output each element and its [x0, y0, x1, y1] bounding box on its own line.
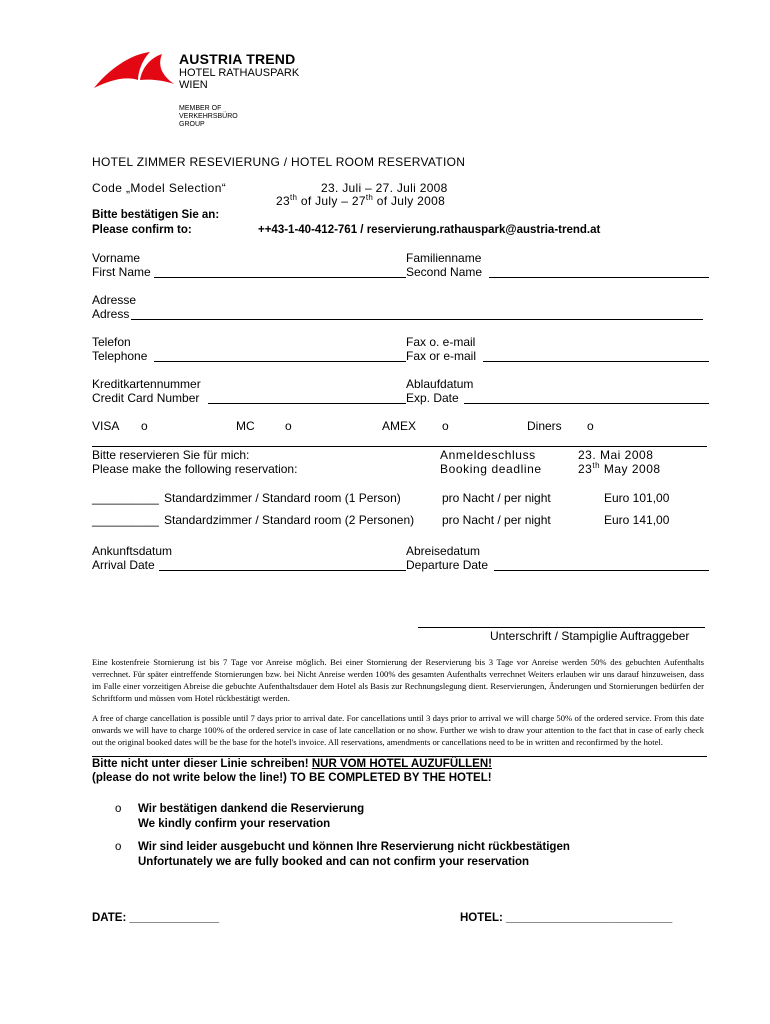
signature-label: Unterschrift / Stampiglie Auftraggeber — [490, 629, 690, 643]
room2-quantity-field[interactable]: __________ — [92, 513, 159, 527]
section-divider — [92, 446, 707, 447]
familienname-label: Familienname — [406, 251, 482, 265]
adresse-label: Adresse — [92, 293, 137, 307]
event-dates-de: 23. Juli – 27. Juli 2008 — [321, 181, 448, 195]
confirm-option-radio[interactable]: o — [115, 803, 122, 815]
deadline-date-en: 23th May 2008 — [578, 461, 661, 476]
arrival-label-en: Arrival Date — [92, 558, 155, 572]
decline-option-radio[interactable]: o — [115, 841, 122, 853]
cancellation-policy-en: A free of charge cancellation is possible until 7 days prior to arrival date. For cancellations until 3 days prior to arrival we will charge 50% of the ordered service. From this date onwards we will have to charge 100% of the ordered service in case of late cancellation or no show. Further we wish to draw your attention to the fact that in case of early check out the original booked dates will be the base for the hotel's invoice. All reservations, amendments or cancellations need to be in written and reconfirmed by the hotel. — [92, 713, 704, 747]
vorname-label: Vorname — [92, 251, 141, 265]
room2-per-night: pro Nacht / per night — [442, 513, 551, 527]
fax-email-field[interactable] — [483, 361, 709, 362]
room1-label: Standardzimmer / Standard room (1 Person) — [164, 491, 401, 505]
austria-trend-logo — [92, 50, 332, 130]
exp-date-label-en: Exp. Date — [406, 391, 459, 405]
room1-price: Euro 101,00 — [604, 491, 670, 505]
card-mc-label: MC — [236, 419, 255, 433]
departure-date-field[interactable] — [494, 570, 709, 571]
deadline-label-de: Anmeldeschluss — [440, 448, 536, 462]
card-visa-radio[interactable]: o — [141, 419, 148, 433]
reservation-label-en: Please make the following reservation: — [92, 462, 298, 476]
card-amex-label: AMEX — [382, 419, 417, 433]
confirm-option-en: We kindly confirm your reservation — [138, 818, 331, 830]
room1-per-night: pro Nacht / per night — [442, 491, 551, 505]
logo-hotel: HOTEL RATHAUSPARK — [179, 67, 300, 79]
room2-price: Euro 141,00 — [604, 513, 670, 527]
room1-quantity-field[interactable]: __________ — [92, 491, 159, 505]
card-amex-radio[interactable]: o — [442, 419, 449, 433]
second-name-label: Second Name — [406, 265, 483, 279]
confirm-label-en: Please confirm to: — [92, 224, 192, 236]
deadline-label-en: Booking deadline — [440, 462, 542, 476]
hotel-name-field[interactable]: HOTEL: __________________________ — [460, 912, 673, 924]
confirm-option-de: Wir bestätigen dankend die Reservierung — [138, 803, 365, 815]
second-name-field[interactable] — [489, 277, 709, 278]
code-label: Code „Model Selection“ — [92, 181, 227, 195]
first-name-field[interactable] — [154, 277, 406, 278]
fax-label-de: Fax o. e-mail — [406, 335, 476, 349]
card-diners-radio[interactable]: o — [587, 419, 594, 433]
logo-member-1: MEMBER OF — [179, 105, 222, 112]
card-diners-label: Diners — [527, 419, 562, 433]
telephone-field[interactable] — [154, 361, 406, 362]
arrival-date-field[interactable] — [159, 570, 406, 571]
fax-label-en: Fax or e-mail — [406, 349, 477, 363]
cancellation-policy-de: Eine kostenfreie Stornierung ist bis 7 Tage vor Anreise möglich. Bei einer Stornierung der Reservierung bis 3 Tage vor Anreise werden 50% des gebuchten Aufenthalts verrechnet. Für später eintreffende Stornierungen bzw. bei Nicht Anreise werden 100% des gesamten Aufenthalts verrechnet Weiters erlauben wir uns darauf hinzuweisen, dass im Falle einer vorzeitigen Abreise die gebuchte Aufenthaltsdauer dem Hotel als Basis zur Rechnungslegung dient. Reservierungen, Änderungen und Stornierungen bedürfen der Schriftform und müssen vom Hotel rückbestätigt werden. — [92, 657, 704, 703]
card-visa-label: VISA — [92, 419, 120, 433]
card-mc-radio[interactable]: o — [285, 419, 292, 433]
telefon-label: Telefon — [92, 335, 131, 349]
decline-option-de: Wir sind leider ausgebucht und können Ihre Reservierung nicht rückbestätigen — [138, 841, 570, 853]
confirm-label-de: Bitte bestätigen Sie an: — [92, 209, 220, 221]
logo-member-2: VERKEHRSBÜRO — [179, 113, 238, 120]
logo-swoosh-icon — [92, 50, 176, 92]
signature-field[interactable] — [418, 627, 705, 628]
deadline-date-de: 23. Mai 2008 — [578, 448, 654, 462]
credit-card-label-en: Credit Card Number — [92, 391, 200, 405]
exp-date-field[interactable] — [464, 403, 709, 404]
hotel-only-note-en: (please do not write below the line!) TO BE COMPLETED BY THE HOTEL! — [92, 772, 492, 784]
exp-date-label-de: Ablaufdatum — [406, 377, 474, 391]
adress-label: Adress — [92, 307, 130, 321]
decline-option-en: Unfortunately we are fully booked and can not confirm your reservation — [138, 856, 530, 868]
logo-member-3: GROUP — [179, 121, 205, 128]
address-field[interactable] — [131, 319, 703, 320]
departure-label-de: Abreisedatum — [406, 544, 481, 558]
first-name-label: First Name — [92, 265, 151, 279]
confirm-contact[interactable]: ++43-1-40-412-761 / reservierung.rathauspark@austria-trend.at — [258, 224, 601, 236]
telephone-label: Telephone — [92, 349, 148, 363]
event-dates-en: 23th of July – 27th of July 2008 — [276, 193, 446, 208]
page-title: HOTEL ZIMMER RESEVIERUNG / HOTEL ROOM RESERVATION — [92, 155, 466, 169]
logo-brand: AUSTRIA TREND — [179, 51, 296, 67]
hotel-section-divider — [92, 756, 707, 757]
departure-label-en: Departure Date — [406, 558, 489, 572]
logo-city: WIEN — [179, 79, 208, 91]
hotel-date-field[interactable]: DATE: ______________ — [92, 912, 220, 924]
hotel-only-note-de: Bitte nicht unter dieser Linie schreiben! NUR VOM HOTEL AUZUFÜLLEN! — [92, 758, 492, 770]
credit-card-label-de: Kreditkartennummer — [92, 377, 201, 391]
credit-card-field[interactable] — [208, 403, 406, 404]
room2-label: Standardzimmer / Standard room (2 Personen) — [164, 513, 415, 527]
reservation-label-de: Bitte reservieren Sie für mich: — [92, 448, 250, 462]
arrival-label-de: Ankunftsdatum — [92, 544, 173, 558]
